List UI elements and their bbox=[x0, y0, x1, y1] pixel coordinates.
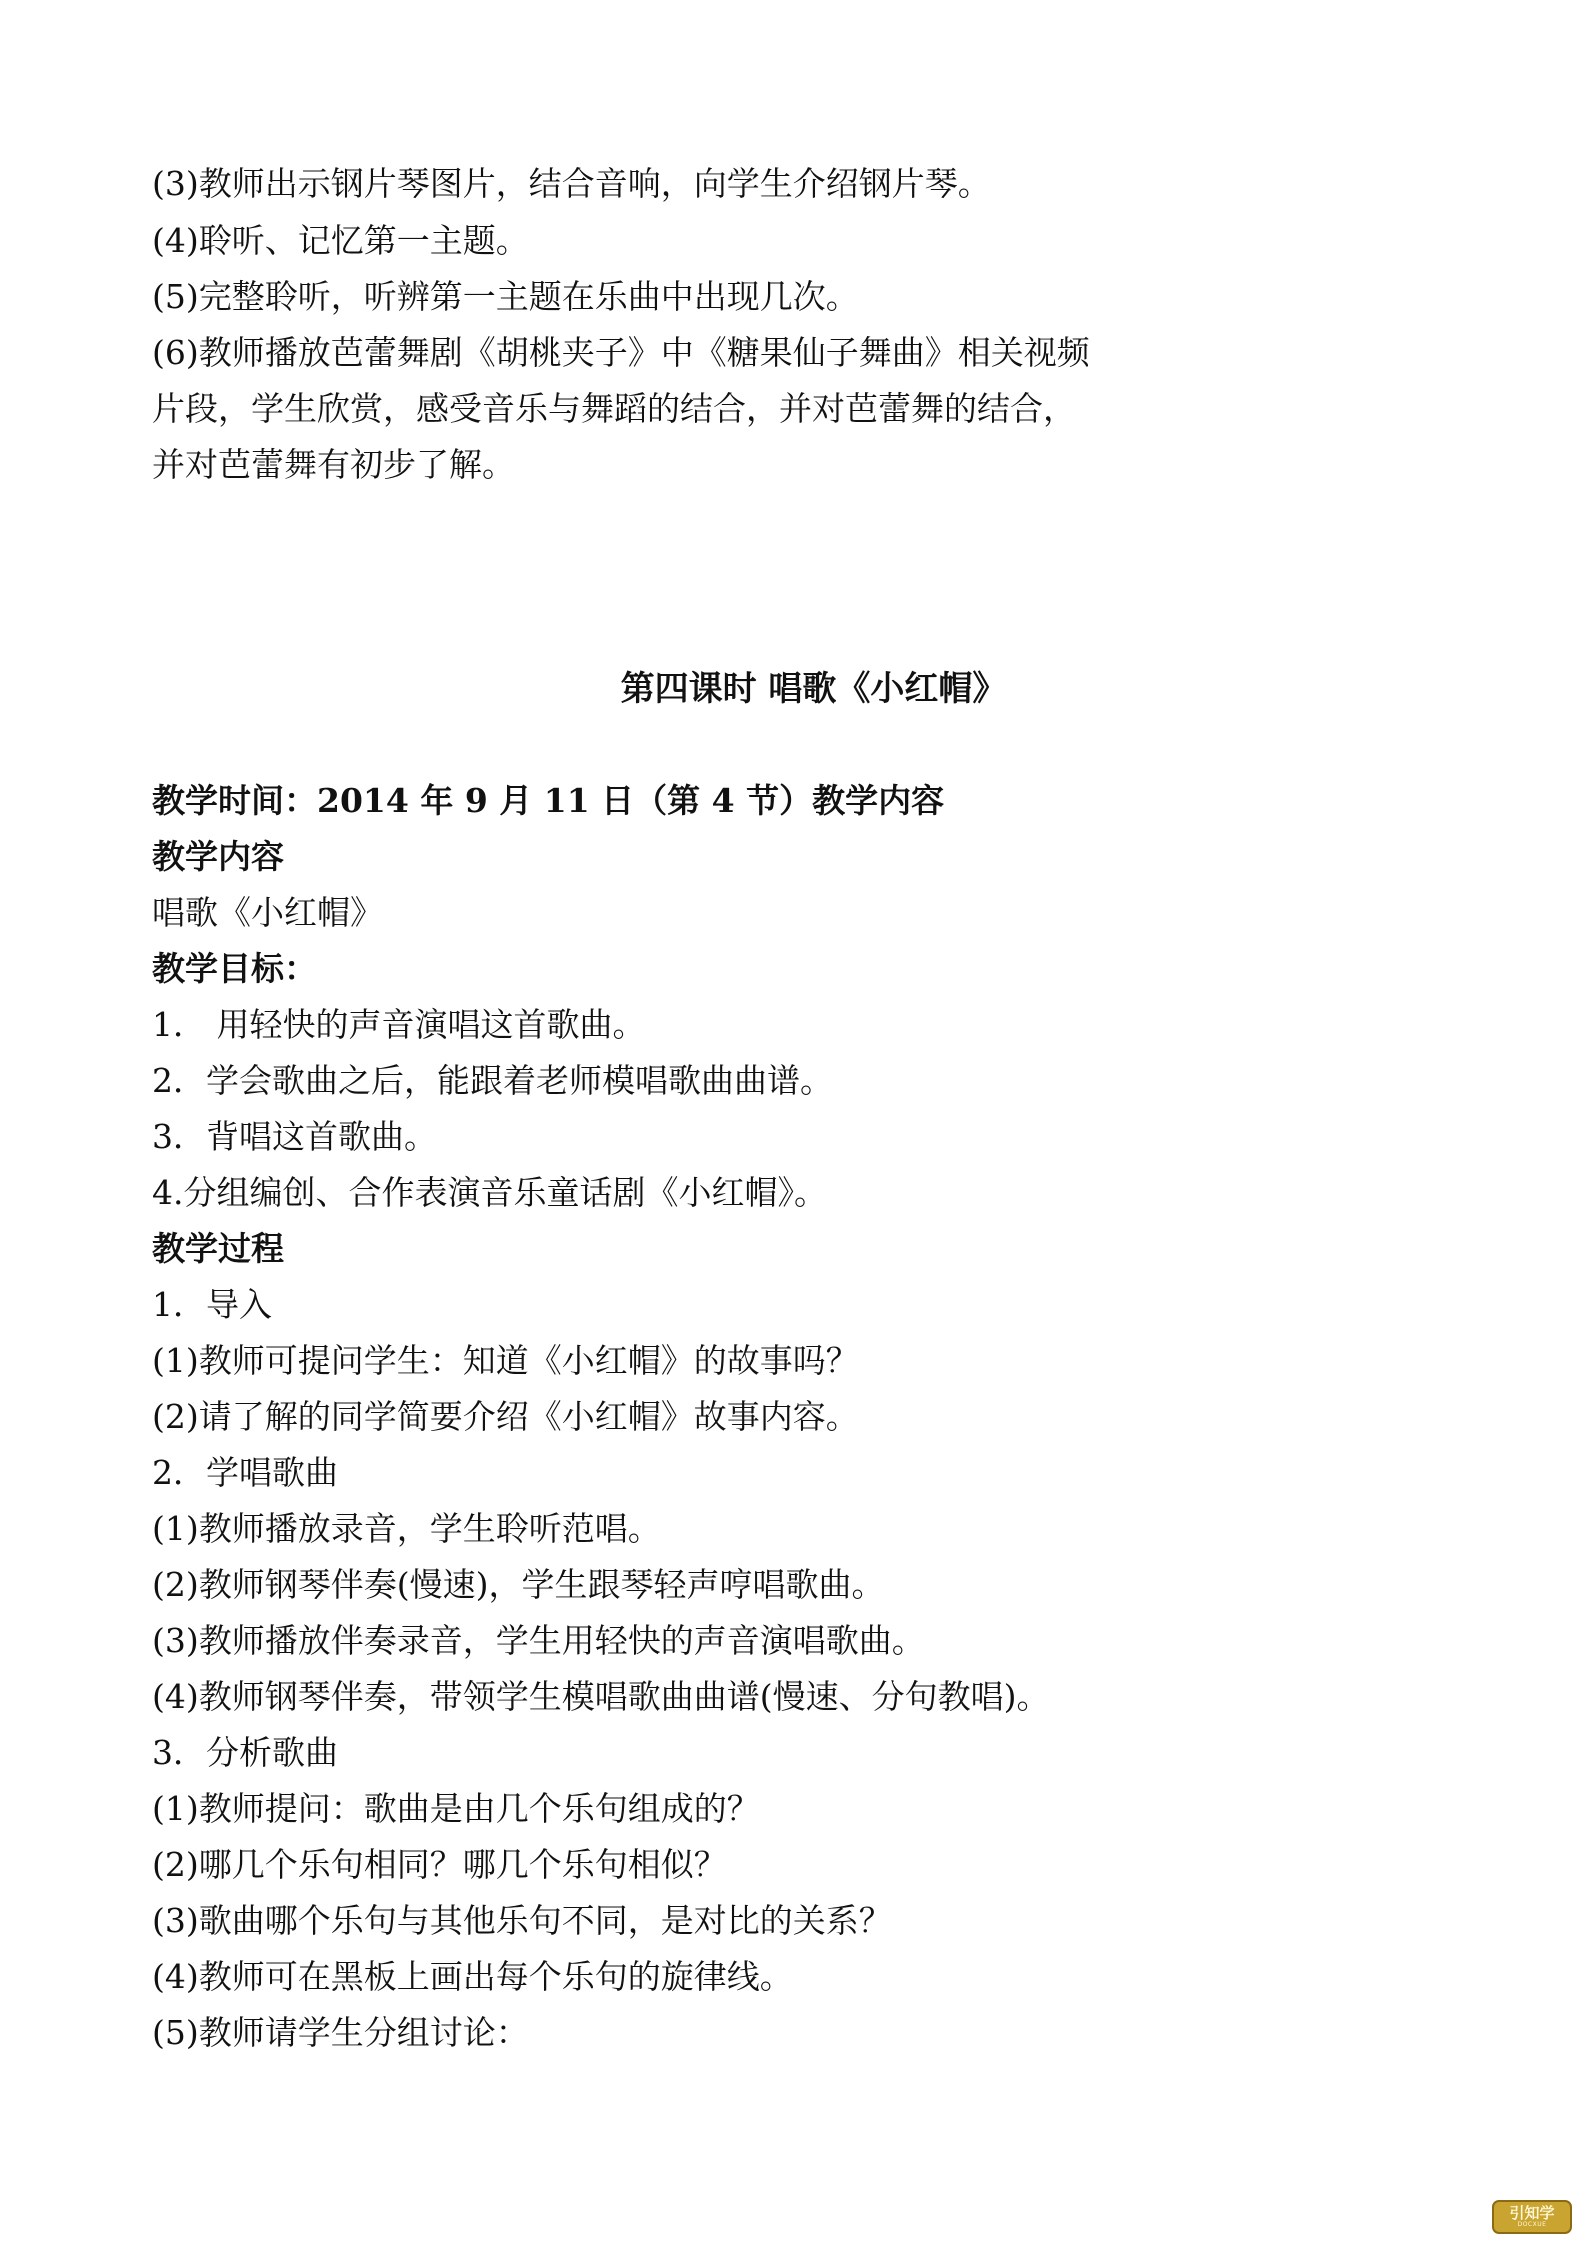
body-line: (3)教师出示钢片琴图片，结合音响，向学生介绍钢片琴。 bbox=[152, 164, 991, 203]
process-line: (3)教师播放伴奏录音，学生用轻快的声音演唱歌曲。 bbox=[152, 1621, 925, 1660]
section-title: 第四课时 唱歌《小红帽》 bbox=[620, 669, 1007, 709]
process-line: (1)教师播放录音，学生聆听范唱。 bbox=[152, 1509, 661, 1548]
process-line: (4)教师钢琴伴奏，带领学生模唱歌曲曲谱(慢速、分句教唱)。 bbox=[152, 1677, 1050, 1716]
process-line: (2)哪几个乐句相同？哪几个乐句相似？ bbox=[152, 1845, 727, 1884]
goal-item: 4.分组编创、合作表演音乐童话剧《小红帽》。 bbox=[152, 1173, 827, 1212]
process-line: (4)教师可在黑板上画出每个乐句的旋律线。 bbox=[152, 1957, 793, 1996]
logo-text: 引知学 bbox=[1509, 2204, 1555, 2222]
body-line: (5)完整聆听，听辨第一主题在乐曲中出现几次。 bbox=[152, 277, 859, 316]
body-line: 片段，学生欣赏，感受音乐与舞蹈的结合，并对芭蕾舞的结合， bbox=[152, 389, 1076, 428]
logo-subtext: DOCXUE bbox=[1517, 2221, 1547, 2228]
goals-heading: 教学目标： bbox=[152, 949, 317, 988]
teaching-time: 教学时间：2014 年 9 月 11 日（第 4 节）教学内容 bbox=[152, 781, 945, 820]
process-line: (3)歌曲哪个乐句与其他乐句不同，是对比的关系？ bbox=[152, 1901, 892, 1940]
process-line: 3．分析歌曲 bbox=[152, 1733, 338, 1772]
watermark-logo bbox=[1492, 2200, 1572, 2234]
content-text: 唱歌《小红帽》 bbox=[152, 893, 383, 932]
goal-item: 2．学会歌曲之后，能跟着老师模唱歌曲曲谱。 bbox=[152, 1061, 833, 1100]
body-line: (4)聆听、记忆第一主题。 bbox=[152, 221, 529, 260]
process-line: (2)请了解的同学简要介绍《小红帽》故事内容。 bbox=[152, 1397, 859, 1436]
process-line: (5)教师请学生分组讨论： bbox=[152, 2013, 529, 2052]
process-line: (1)教师提问：歌曲是由几个乐句组成的？ bbox=[152, 1789, 760, 1828]
body-line: 并对芭蕾舞有初步了解。 bbox=[152, 445, 515, 484]
process-line: (2)教师钢琴伴奏(慢速)，学生跟琴轻声哼唱歌曲。 bbox=[152, 1565, 885, 1604]
goal-item: 3．背唱这首歌曲。 bbox=[152, 1117, 437, 1156]
goal-item: 1． 用轻快的声音演唱这首歌曲。 bbox=[152, 1005, 646, 1044]
process-line: (1)教师可提问学生：知道《小红帽》的故事吗？ bbox=[152, 1341, 859, 1380]
body-line: (6)教师播放芭蕾舞剧《胡桃夹子》中《糖果仙子舞曲》相关视频 bbox=[152, 333, 1090, 372]
process-heading: 教学过程 bbox=[152, 1229, 284, 1268]
content-heading: 教学内容 bbox=[152, 837, 284, 876]
process-line: 2．学唱歌曲 bbox=[152, 1453, 338, 1492]
process-line: 1．导入 bbox=[152, 1285, 272, 1324]
